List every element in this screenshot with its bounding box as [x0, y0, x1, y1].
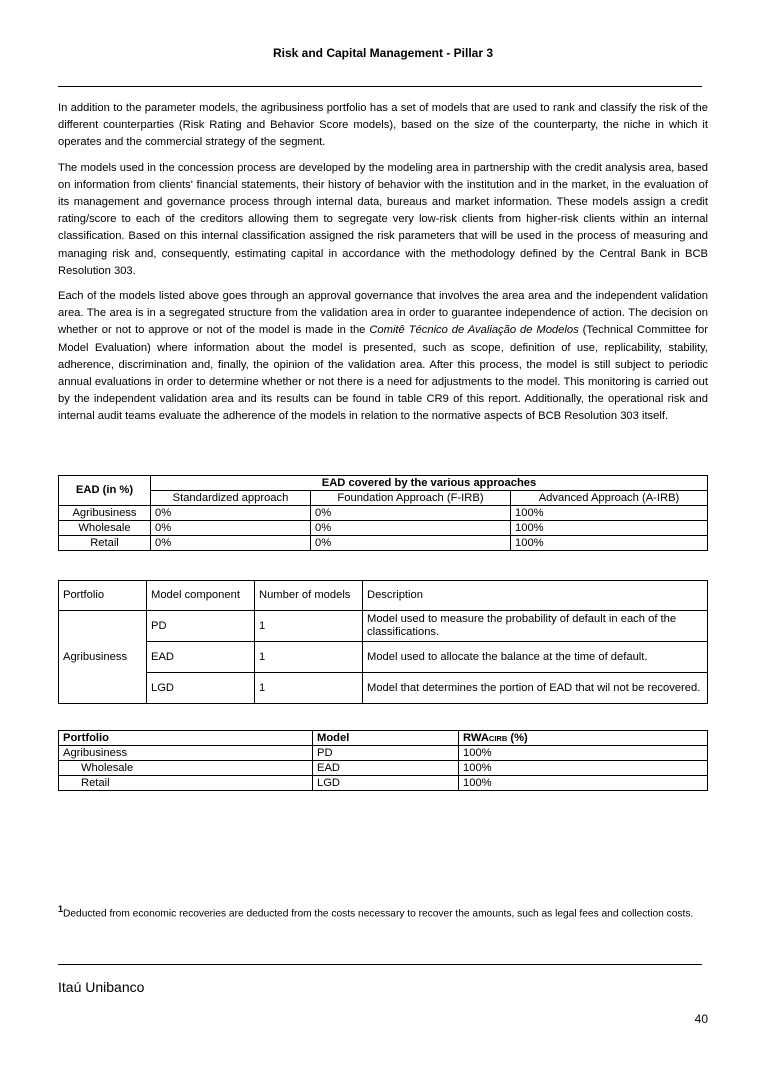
- ead-cell: 0%: [151, 506, 311, 521]
- ead-col-airb: Advanced Approach (A-IRB): [511, 491, 708, 506]
- header-divider: [58, 86, 702, 87]
- ead-coverage-table: [58, 475, 708, 551]
- paragraph-3-part-b: (Technical Committee for Model Evaluation) where information about the model is presented, such as scope, definition of use, replicability, stability, adherence, discrimination and, finally, the opinion of the validation area. After this process, the model is still subject to periodic annual evaluations in order to determine whether or not there is a need for adjustments to the model. This monitoring is carried out by the independent validation area and its results can be found in table CR9 of this report. Additionally, the operational risk and internal audit teams evaluate the adherence of the models in relation to the normative aspects of BCB Resolution 303 itself.: [58, 324, 708, 423]
- rwa-model-cell: LGD: [313, 776, 459, 791]
- models-description-cell: Model used to measure the probability of default in each of the classifications.: [363, 611, 708, 642]
- models-component-cell: EAD: [147, 642, 255, 673]
- models-table-header-row: [59, 581, 708, 611]
- ead-cell: 0%: [311, 521, 511, 536]
- models-count-cell: 1: [255, 611, 363, 642]
- page-header-title: Risk and Capital Management - Pillar 3: [272, 46, 494, 60]
- rwa-table: [58, 730, 708, 791]
- page-number: 40: [694, 1012, 708, 1026]
- rwa-label: RWA: [463, 731, 489, 744]
- rwa-portfolio-cell: Agribusiness: [59, 746, 313, 761]
- ead-col-firb: Foundation Approach (F-IRB): [311, 491, 511, 506]
- rwa-col-portfolio: Portfolio: [59, 731, 313, 746]
- ead-row-label: Retail: [59, 536, 151, 551]
- models-col-portfolio: Portfolio: [59, 581, 147, 611]
- models-component-cell: LGD: [147, 673, 255, 704]
- ead-cell: 0%: [311, 536, 511, 551]
- table-row: [59, 746, 708, 761]
- ead-cell: 0%: [151, 536, 311, 551]
- ead-table-header-row: [59, 476, 708, 491]
- paragraph-3: [58, 288, 708, 426]
- table-row: [59, 642, 708, 673]
- ead-col-standardized: Standardized approach: [151, 491, 311, 506]
- ead-cell: 100%: [511, 536, 708, 551]
- models-portfolio-cell: Agribusiness: [59, 611, 147, 704]
- table-row: [59, 506, 708, 521]
- rwa-value-cell: 100%: [459, 746, 708, 761]
- ead-table-corner: EAD (in %): [59, 476, 151, 506]
- footer-brand: Itaú Unibanco: [58, 979, 145, 995]
- rwa-value-cell: 100%: [459, 776, 708, 791]
- rwa-portfolio-cell: Retail: [59, 776, 313, 791]
- rwa-col-value: [459, 731, 708, 746]
- ead-cell: 100%: [511, 521, 708, 536]
- body-text: [58, 100, 708, 434]
- rwa-col-model: Model: [313, 731, 459, 746]
- ead-cell: 0%: [151, 521, 311, 536]
- table-row: [59, 761, 708, 776]
- table-row: [59, 521, 708, 536]
- models-count-cell: 1: [255, 673, 363, 704]
- ead-table-group-header: EAD covered by the various approaches: [151, 476, 708, 491]
- models-col-description: Description: [363, 581, 708, 611]
- ead-cell: 0%: [311, 506, 511, 521]
- rwa-portfolio-cell: Wholesale: [59, 761, 313, 776]
- models-col-component: Model component: [147, 581, 255, 611]
- paragraph-3-part-a: Each of the models listed above goes through an approval governance that involves the area area and the independent validation area. The area is in a segregated structure from the validation area in order to guarantee independence of action. The decision on whether or not to approve or not of the model is made in the: [58, 290, 708, 337]
- ead-row-label: Wholesale: [59, 521, 151, 536]
- models-description-cell: Model used to allocate the balance at the time of default.: [363, 642, 708, 673]
- paragraph-2: The models used in the concession process are developed by the modeling area in partnership with the credit analysis area, based on information from clients' financial statements, their history of behavior with the institution and in the market, in the evaluation of its management and governance process through internal data, bureaus and market information. These models assign a credit rating/score to each of the creditors allowing them to segregate very low-risk clients from higher-risk clients within an internal classification. Based on this internal classification assigned the risk parameters that will be used in the process of measuring and managing risk and, consequently, estimating capital in accordance with the methodology defined by the Central Bank in BCB Resolution 303.: [58, 161, 708, 277]
- table-row: [59, 776, 708, 791]
- model-components-table: [58, 580, 708, 704]
- committee-name: Comitê Técnico de Avaliação de Modelos: [369, 324, 579, 337]
- rwa-unit: (%): [507, 731, 528, 744]
- table-row: [59, 673, 708, 704]
- rwa-table-header-row: [59, 731, 708, 746]
- rwa-model-cell: EAD: [313, 761, 459, 776]
- rwa-subscript: CIRB: [488, 733, 508, 743]
- footer-divider: [58, 964, 702, 965]
- ead-row-label: Agribusiness: [59, 506, 151, 521]
- models-description-cell: Model that determines the portion of EAD that wil not be recovered.: [363, 673, 708, 704]
- ead-cell: 100%: [511, 506, 708, 521]
- footnote-marker: 1: [58, 904, 64, 914]
- rwa-value-cell: 100%: [459, 761, 708, 776]
- models-component-cell: PD: [147, 611, 255, 642]
- footnote-text: Deducted from economic recoveries are deducted from the costs necessary to recover the amounts, such as legal fees and collection costs.: [63, 908, 694, 920]
- models-count-cell: 1: [255, 642, 363, 673]
- footnote: [58, 901, 708, 922]
- paragraph-1: In addition to the parameter models, the agribusiness portfolio has a set of models that are used to rank and classify the risk of the different counterparties (Risk Rating and Behavior Score models), based on the size of the counterparty, the niche in which it operates and the commercial strategy of the segment.: [58, 102, 708, 149]
- rwa-model-cell: PD: [313, 746, 459, 761]
- ead-table-column-row: [59, 491, 708, 506]
- models-col-count: Number of models: [255, 581, 363, 611]
- table-row: [59, 536, 708, 551]
- table-row: [59, 611, 708, 642]
